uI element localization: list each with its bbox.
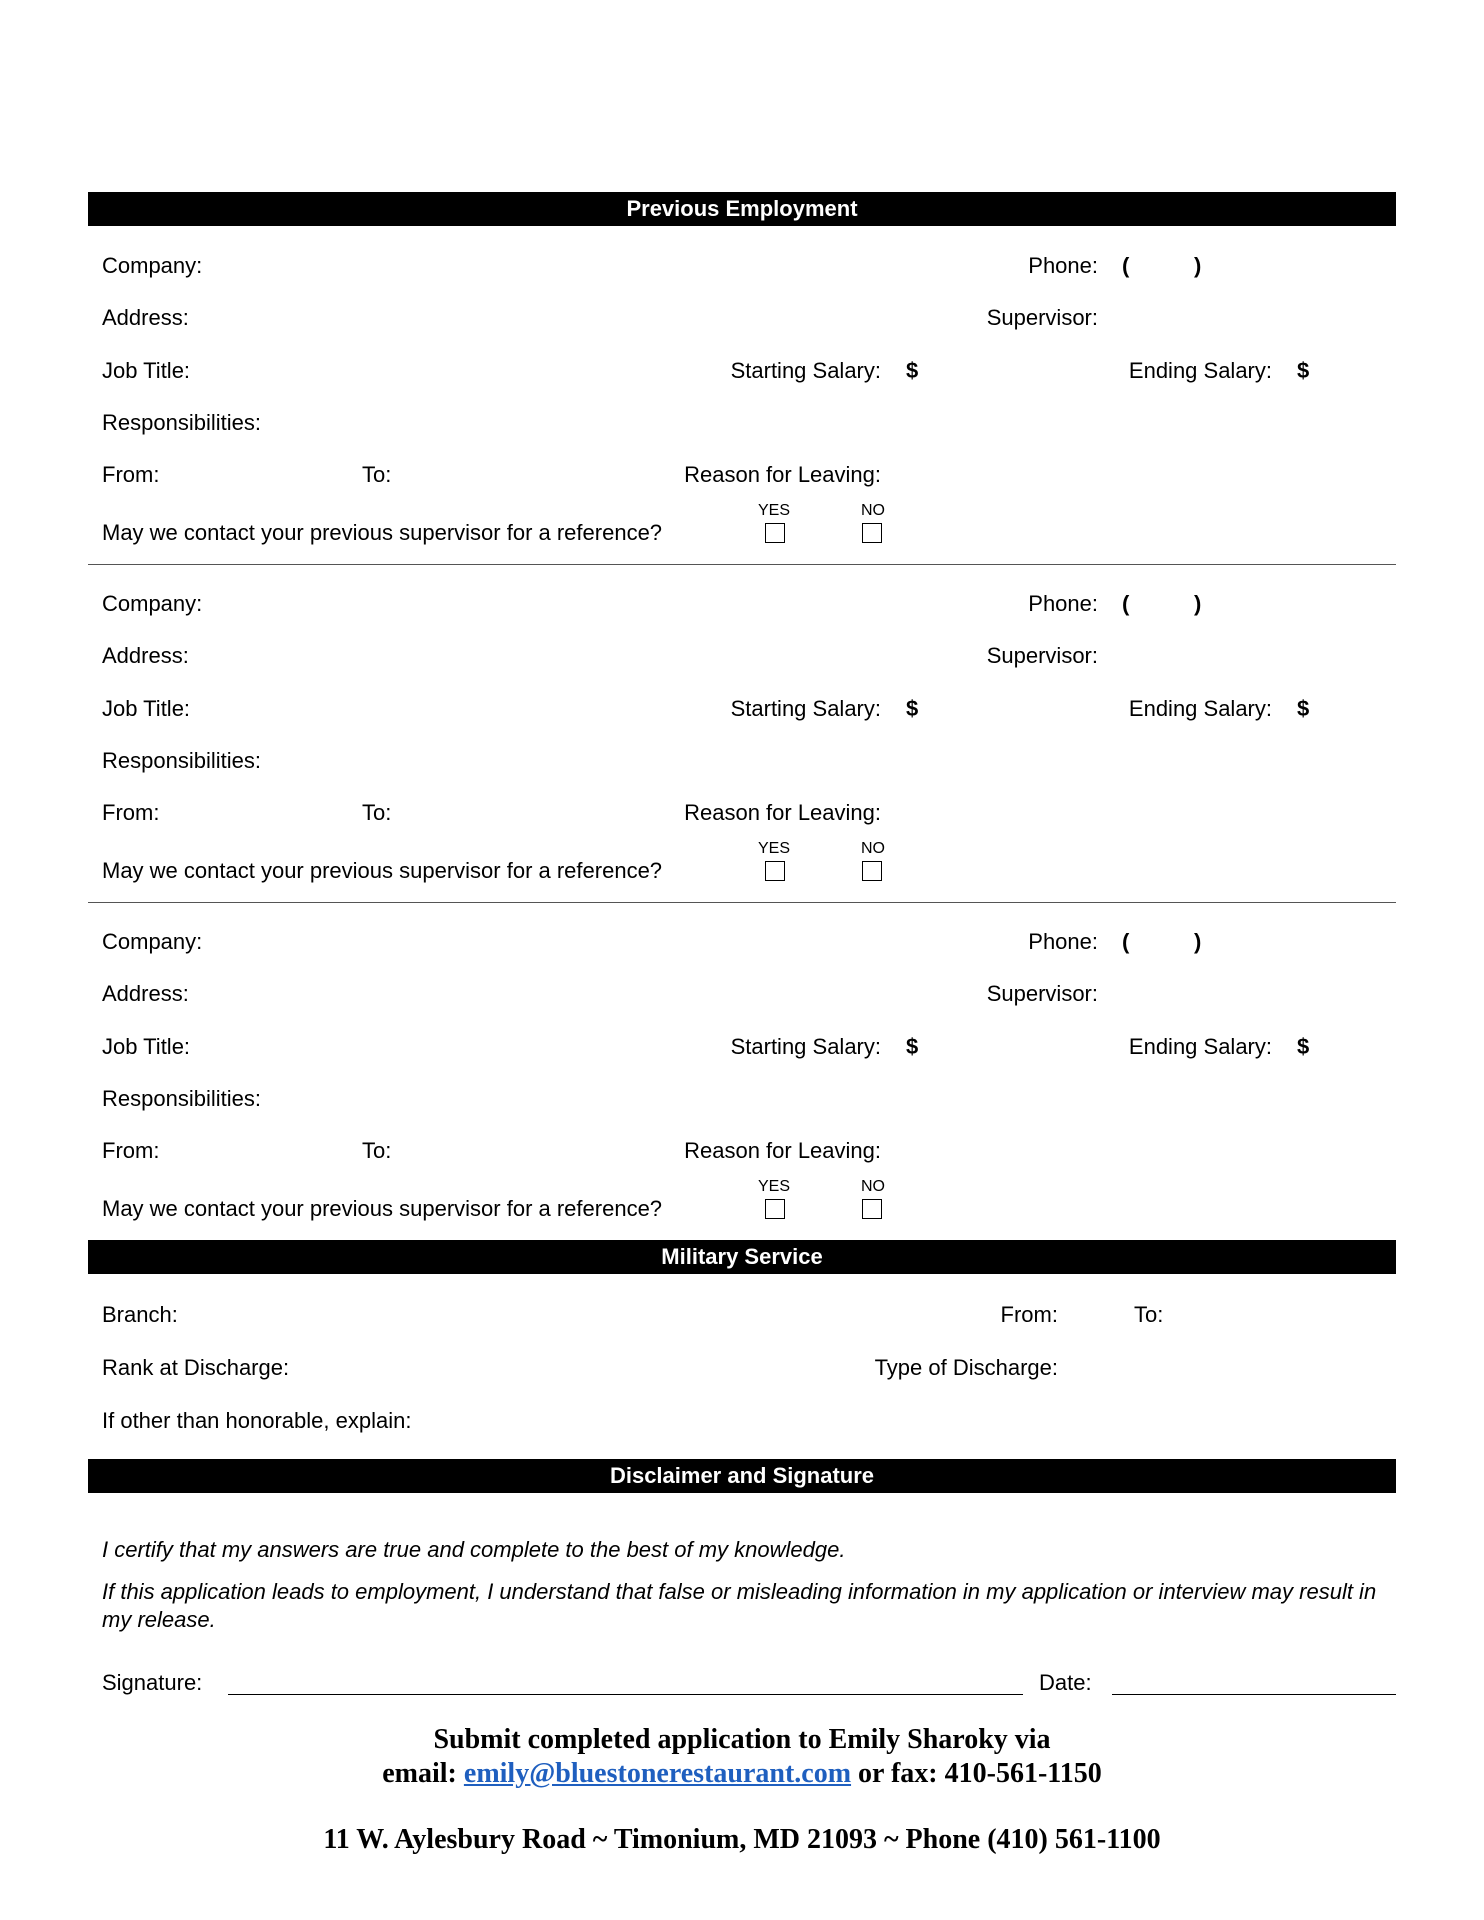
from-label: From: <box>102 1138 160 1163</box>
no-label: NO <box>861 502 885 519</box>
responsibilities-label: Responsibilities: <box>102 748 261 773</box>
address-label: Address: <box>102 305 189 330</box>
starting-salary-label: Starting Salary: <box>730 358 881 383</box>
military-to-label: To: <box>1134 1302 1164 1327</box>
employment-block-3 <box>88 676 1396 1236</box>
branch-label: Branch: <box>102 1302 178 1327</box>
phone-close-paren: ) <box>1194 591 1202 616</box>
restaurant-address: 11 W. Aylesbury Road ~ Timonium, MD 21093 ~ Phone (410) 561-1100 <box>323 1824 1161 1855</box>
address-label: Address: <box>102 981 189 1006</box>
reason-for-leaving-label: Reason for Leaving: <box>684 462 881 487</box>
ending-salary-currency: $ <box>1297 696 1310 721</box>
section-header-military-service: Military Service <box>88 1240 1396 1274</box>
address-label: Address: <box>102 643 189 668</box>
phone-open-paren: ( <box>1122 591 1130 616</box>
to-label: To: <box>362 1138 392 1163</box>
signature-line[interactable] <box>228 1694 1023 1695</box>
date-label: Date: <box>1039 1670 1092 1695</box>
job-title-label: Job Title: <box>102 1034 191 1059</box>
responsibilities-label: Responsibilities: <box>102 1086 261 1111</box>
ending-salary-currency: $ <box>1297 358 1310 383</box>
submit-instructions: Submit completed application to Emily Sharoky via <box>433 1724 1051 1755</box>
yes-label: YES <box>758 840 791 857</box>
ending-salary-currency: $ <box>1297 1034 1310 1059</box>
phone-open-paren: ( <box>1122 929 1130 954</box>
disclaimer-line-1: I certify that my answers are true and complete to the best of my knowledge. <box>102 1537 846 1562</box>
from-label: From: <box>102 800 160 825</box>
starting-salary-currency: $ <box>906 696 919 721</box>
from-label: From: <box>102 462 160 487</box>
contact-line <box>88 1758 1396 1790</box>
supervisor-label: Supervisor: <box>986 981 1098 1006</box>
yes-label: YES <box>758 502 791 519</box>
job-title-label: Job Title: <box>102 696 191 721</box>
reason-for-leaving-label: Reason for Leaving: <box>684 800 881 825</box>
contact-question: May we contact your previous supervisor for a reference? <box>102 520 663 545</box>
starting-salary-label: Starting Salary: <box>730 1034 881 1059</box>
section-header-disclaimer: Disclaimer and Signature <box>88 1459 1396 1493</box>
military-from-label: From: <box>1000 1302 1058 1327</box>
phone-close-paren: ) <box>1194 253 1202 278</box>
phone-label: Phone: <box>1028 929 1098 954</box>
explain-label: If other than honorable, explain: <box>102 1408 412 1433</box>
company-label: Company: <box>102 929 203 954</box>
job-title-label: Job Title: <box>102 358 191 383</box>
type-of-discharge-label: Type of Discharge: <box>874 1355 1058 1380</box>
email-link[interactable]: emily@bluestonerestaurant.com <box>463 1758 852 1789</box>
yes-label: YES <box>758 1178 791 1195</box>
signature-label: Signature: <box>102 1670 203 1695</box>
starting-salary-currency: $ <box>906 1034 919 1059</box>
no-label: NO <box>861 840 885 857</box>
rank-at-discharge-label: Rank at Discharge: <box>102 1355 290 1380</box>
supervisor-label: Supervisor: <box>986 643 1098 668</box>
to-label: To: <box>362 462 392 487</box>
contact-question: May we contact your previous supervisor for a reference? <box>102 858 663 883</box>
date-line[interactable] <box>1112 1694 1396 1695</box>
reason-for-leaving-label: Reason for Leaving: <box>684 1138 881 1163</box>
email-prefix: email: <box>382 1758 464 1789</box>
phone-label: Phone: <box>1028 591 1098 616</box>
contact-no-checkbox[interactable] <box>862 1199 882 1219</box>
contact-question: May we contact your previous supervisor for a reference? <box>102 1196 663 1221</box>
responsibilities-label: Responsibilities: <box>102 410 261 435</box>
ending-salary-label: Ending Salary: <box>1128 696 1272 721</box>
fax-text: or fax: 410-561-1150 <box>851 1758 1102 1789</box>
supervisor-label: Supervisor: <box>986 305 1098 330</box>
contact-yes-checkbox[interactable] <box>765 1199 785 1219</box>
starting-salary-label: Starting Salary: <box>730 696 881 721</box>
company-label: Company: <box>102 253 203 278</box>
disclaimer-line-2: If this application leads to employment, I understand that false or misleading information in my application or interview may result in my release. <box>102 1579 1377 1632</box>
to-label: To: <box>362 800 392 825</box>
starting-salary-currency: $ <box>906 358 919 383</box>
phone-label: Phone: <box>1028 253 1098 278</box>
ending-salary-label: Ending Salary: <box>1128 358 1272 383</box>
phone-open-paren: ( <box>1122 253 1130 278</box>
section-header-previous-employment: Previous Employment <box>88 192 1396 226</box>
company-label: Company: <box>102 591 203 616</box>
phone-close-paren: ) <box>1194 929 1202 954</box>
no-label: NO <box>861 1178 885 1195</box>
application-page <box>88 0 1396 1920</box>
ending-salary-label: Ending Salary: <box>1128 1034 1272 1059</box>
